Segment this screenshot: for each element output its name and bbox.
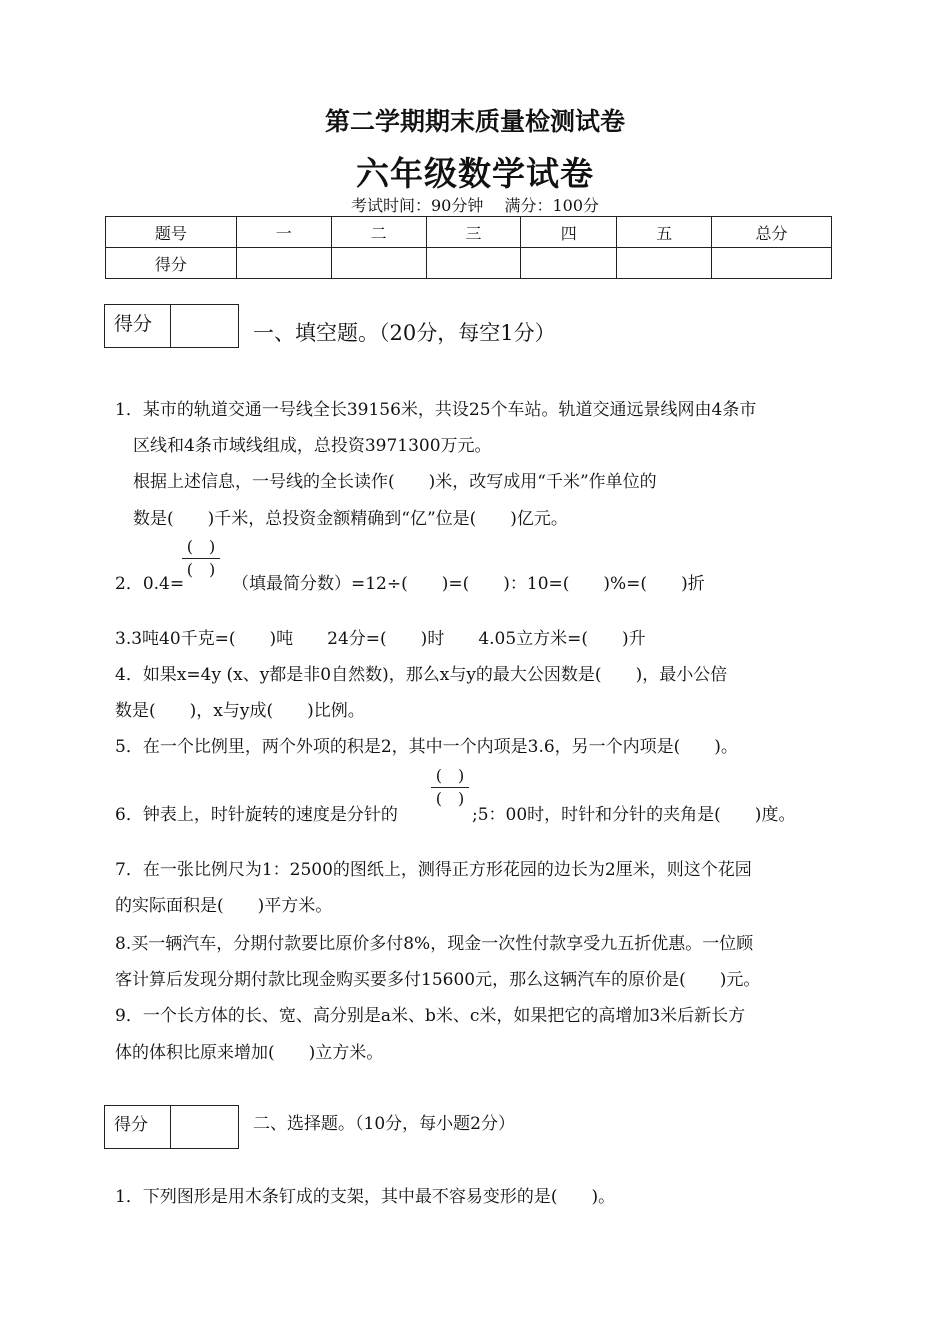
question-line: 客计算后发现分期付款比现金购买要多付15600元，那么这辆汽车的原价是( )元。 bbox=[115, 970, 761, 990]
exam-title: 第二学期期末质量检测试卷 bbox=[324, 107, 625, 136]
question-line: ;5：00时，时针和分针的夹角是( )度。 bbox=[472, 805, 796, 825]
question-line: 区线和4条市域线组成，总投资3971300万元。 bbox=[133, 436, 492, 456]
question-line: 4．如果x=4y (x、y都是非0自然数)，那么x与y的最大公因数是( )，最小公倍 bbox=[115, 665, 728, 685]
section1-score-box bbox=[104, 304, 239, 348]
question-line: 8.买一辆汽车，分期付款要比原价多付8%，现金一次性付款享受九五折优惠。一位顾 bbox=[115, 934, 754, 954]
fraction-denominator: ( ) bbox=[435, 789, 465, 808]
question-line: 数是( )千米，总投资金额精确到“亿”位是( )亿元。 bbox=[133, 509, 568, 529]
section2-heading: 二、选择题。（10分，每小题2分） bbox=[253, 1114, 515, 1134]
fraction-bar bbox=[431, 787, 469, 788]
score-table-score-row bbox=[106, 248, 832, 279]
score-table-header: 题号 bbox=[106, 217, 237, 248]
question-line: 3.3吨40千克=( )吨 24分=( )时 4.05立方米=( )升 bbox=[115, 629, 646, 649]
score-cell bbox=[236, 248, 331, 279]
question-line: （填最简分数）=12÷( )=( )：10=( )%=( )折 bbox=[232, 574, 705, 594]
exam-meta bbox=[0, 193, 950, 216]
section2-score-box bbox=[104, 1105, 239, 1149]
question-line: 1．某市的轨道交通一号线全长39156米，共设25个车站。轨道交通远景线网由4条市 bbox=[115, 400, 757, 420]
fraction-denominator: ( ) bbox=[186, 560, 216, 579]
score-cell bbox=[521, 248, 617, 279]
question-line: 9．一个长方体的长、宽、高分别是a米、b米、c米，如果把它的高增加3米后新长方 bbox=[115, 1006, 746, 1026]
score-table-header: 一 bbox=[236, 217, 331, 248]
fraction-bar bbox=[182, 558, 220, 559]
score-cell bbox=[712, 248, 832, 279]
score-cell bbox=[426, 248, 521, 279]
score-table-header: 二 bbox=[331, 217, 426, 248]
score-table-header: 三 bbox=[426, 217, 521, 248]
question-line: 体的体积比原来增加( )立方米。 bbox=[115, 1043, 384, 1063]
question-line: 6．钟表上，时针旋转的速度是分针的 bbox=[115, 805, 398, 825]
exam-full-score: 满分：100分 bbox=[504, 196, 599, 215]
section2-score-label: 得分 bbox=[105, 1106, 171, 1148]
score-table bbox=[105, 216, 832, 279]
score-table-header-row bbox=[106, 217, 832, 248]
question-line: 7．在一张比例尺为1：2500的图纸上，测得正方形花园的边长为2厘米，则这个花园 bbox=[115, 860, 752, 880]
fraction-numerator: ( ) bbox=[186, 537, 216, 556]
exam-subtitle: 六年级数学试卷 bbox=[356, 154, 594, 193]
score-cell bbox=[331, 248, 426, 279]
fraction-blank bbox=[182, 538, 220, 579]
score-table-header: 总分 bbox=[712, 217, 832, 248]
section1-heading: 一、填空题。（20分，每空1分） bbox=[253, 321, 556, 345]
score-table-header: 五 bbox=[617, 217, 712, 248]
fraction-numerator: ( ) bbox=[435, 766, 465, 785]
exam-time: 考试时间：90分钟 bbox=[350, 196, 484, 215]
question-line: 1．下列图形是用木条钉成的支架，其中最不容易变形的是( )。 bbox=[115, 1187, 616, 1207]
question-line: 数是( )，x与y成( )比例。 bbox=[115, 701, 365, 721]
question-line: 5．在一个比例里，两个外项的积是2，其中一个内项是3.6，另一个内项是( )。 bbox=[115, 737, 738, 757]
fraction-blank bbox=[431, 767, 469, 808]
question-line: 的实际面积是( )平方米。 bbox=[115, 896, 333, 916]
score-row-label: 得分 bbox=[106, 248, 237, 279]
score-table-header: 四 bbox=[521, 217, 617, 248]
question-line: 2．0.4= bbox=[115, 574, 185, 594]
question-line: 根据上述信息，一号线的全长读作( )米，改写成用“千米”作单位的 bbox=[133, 472, 657, 492]
section1-score-label: 得分 bbox=[105, 305, 171, 347]
score-cell bbox=[617, 248, 712, 279]
